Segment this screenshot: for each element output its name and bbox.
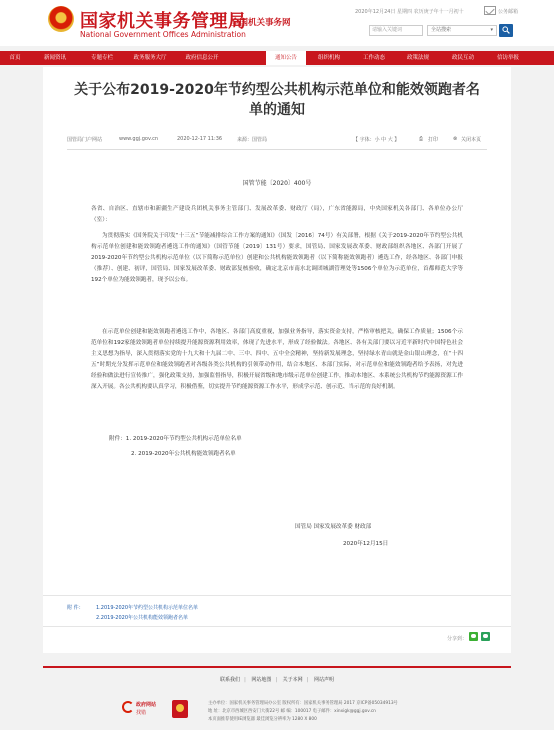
font-size-switcher[interactable]: 【 字体：小 中 大 】 bbox=[353, 137, 400, 143]
party-emblem-icon[interactable] bbox=[172, 700, 188, 718]
weibo-share-icon[interactable] bbox=[481, 632, 490, 641]
print-link[interactable]: 打印 bbox=[428, 137, 439, 143]
nav-item-disclosure[interactable]: 政府信息公开 bbox=[185, 55, 219, 61]
meta-url: www.ggj.gov.cn bbox=[119, 136, 159, 142]
print-icon[interactable]: ⎙ bbox=[419, 136, 424, 142]
footer-divider bbox=[43, 666, 511, 668]
gov-badge-icon bbox=[122, 701, 134, 713]
national-emblem-icon bbox=[48, 6, 74, 32]
site-header bbox=[0, 0, 554, 46]
meta-datetime: 2020-12-17 11:36 bbox=[177, 136, 223, 142]
nav-item-petition[interactable]: 信访举报 bbox=[496, 55, 519, 61]
attachment-line-1: 附件：1. 2019-2020年节约型公共机构示范单位名单 bbox=[109, 436, 242, 442]
footer-info-line-1: 主办单位：国家机关事务管理局办公室 版权所有：国家机关事务管理局 2017 京ICP备05034913号 bbox=[208, 701, 398, 706]
body-paragraph-2: 在示范单位创建和能效领跑者遴选工作中，各地区、各部门高度重视，加强业务指导，落实资金支持，严格审核把关，确保工作质量；1506个示范单位和192家能效领跑者单位持续提升能源资源利用效率，体现了先进水平，形成了经验做法。各地区、各有关部门要以习近平新时代中国特色社会主义思想为指导，深入贯彻落实党的十九大和十九届二中、三中、四中、五中全会精神，坚持新发展理念，坚持绿水青山就是金山银山理念，在“十四五”时期充分发挥示范单位和能效领跑者对各级各类公共机构的引领带动作用，结合本地区、本部门实际，对示范单位和能效领跑者给予表扬，对先进经验和做法进行宣传推广，强化政策支持，加强监督指导，积极开展省级和地市级示范单位创建工作，推动本地区、本系统公共机构节约能源资源工作深入开展。各公共机构要认真学习，积极借鉴，切实提升节约能源资源工作水平，形成学示范、创示范、当示范的良好机制。 bbox=[91, 329, 463, 390]
nav-item-policy[interactable]: 政策法规 bbox=[406, 55, 429, 61]
nav-item-home[interactable]: 首页 bbox=[9, 55, 21, 61]
nav-item-interaction[interactable]: 政民互动 bbox=[451, 55, 474, 61]
mail-icon[interactable] bbox=[484, 6, 496, 15]
article-panel bbox=[43, 67, 511, 653]
footer-link-sitemap[interactable]: 网站地图 bbox=[251, 677, 272, 683]
footer-separator: | bbox=[306, 677, 309, 683]
close-icon[interactable]: ⊗ bbox=[453, 136, 458, 142]
footer-link-contact[interactable]: 联系我们 bbox=[220, 677, 241, 683]
footer-info-line-2: 地 址：北京市西城区西安门大街22号 邮 编：100017 电子邮件：xinxigk@ggj.gov.cn bbox=[208, 709, 376, 714]
search-icon bbox=[502, 26, 510, 34]
close-page-link[interactable]: 关闭本页 bbox=[461, 137, 482, 143]
site-logo-cn[interactable]: 国家机关事务管理局 bbox=[80, 11, 247, 32]
footer-links bbox=[0, 676, 554, 683]
footer-separator: | bbox=[275, 677, 278, 683]
mail-link[interactable]: 公务邮箱 bbox=[498, 9, 519, 15]
article-meta bbox=[67, 136, 487, 146]
meta-site: 国管局门户网站 bbox=[67, 137, 103, 143]
site-subtitle: 全国机关事务网 bbox=[231, 18, 291, 28]
share-divider bbox=[43, 626, 511, 627]
share-label: 分享到： bbox=[447, 636, 468, 642]
footer-separator: | bbox=[244, 677, 246, 683]
attachment-line-2: 2. 2019-2020年公共机构能效领跑者名单 bbox=[131, 451, 236, 457]
footer-link-statement[interactable]: 网站声明 bbox=[313, 677, 334, 683]
gov-badge-title: 政府网站 bbox=[136, 702, 157, 708]
meta-divider bbox=[67, 149, 487, 150]
gov-badge-subtitle: 找错 bbox=[136, 710, 147, 716]
nav-item-work[interactable]: 工作动态 bbox=[362, 55, 385, 61]
addressee-paragraph: 各省、自治区、直辖市和新疆生产建设兵团机关事务主管部门、发展改革委、财政厅（局），广东省能源局，中央国家机关各部门、各单位办公厅（室）： bbox=[91, 206, 463, 223]
search-scope-select[interactable] bbox=[427, 25, 497, 36]
article-title: 关于公布2019-2020年节约型公共机构示范单位和能效领跑者名单的通知 bbox=[74, 82, 480, 118]
chevron-down-icon: ▾ bbox=[490, 27, 493, 33]
attachment-divider bbox=[43, 595, 511, 596]
meta-source: 来源：国管局 bbox=[237, 137, 268, 143]
footer-info-line-3: 本页面推荐使用IE浏览器 最佳浏览分辨率为 1280 X 800 bbox=[208, 717, 317, 722]
signing-authorities: 国管局 国家发展改革委 财政部 bbox=[295, 524, 372, 530]
nav-item-topics[interactable]: 专题专栏 bbox=[90, 55, 113, 61]
search-input[interactable]: 请输入关键词 bbox=[369, 25, 423, 36]
body-paragraph-1: 为贯彻落实《国务院关于印发“十三五”节能减排综合工作方案的通知》（国发〔2016〕74号）有关部署，根据《关于2019-2020年节约型公共机构示范单位创建和能效领跑者遴选工作的通知》（国管节能〔2019〕131号）要求，国管局、国家发展改革委、财政部组织各地区、各部门开展了2019-2020年节约型公共机构示范单位（以下简称示范单位）创建和公共机构能效领跑者（以下简称能效领跑者）遴选工作，经各地区、各部门申报（推荐）、创建、初评，国管局、国家发展改革委、财政部复核验收，确定北京市南水北调团城湖管理处等1506个单位为示范单位，首都师范大学等192个单位为能效领跑者，现予以公布。 bbox=[91, 233, 463, 283]
wechat-share-icon[interactable] bbox=[469, 632, 478, 641]
attachment-link-2[interactable]: 2.2019-2020年公共机构能效领跑者名单 bbox=[96, 615, 189, 621]
nav-item-organization[interactable]: 组织机构 bbox=[317, 55, 340, 61]
nav-item-services[interactable]: 政务服务大厅 bbox=[133, 55, 167, 61]
nav-item-notices[interactable]: 通知公告 bbox=[266, 51, 306, 65]
signing-date: 2020年12月15日 bbox=[343, 541, 389, 547]
gov-site-error-badge[interactable] bbox=[122, 699, 166, 719]
attachment-link-1[interactable]: 1.2019-2020年节约型公共机构示范单位名单 bbox=[96, 605, 199, 611]
search-scope-value: 全站搜索 bbox=[431, 27, 452, 33]
attachments-label: 附 件： bbox=[67, 605, 84, 611]
main-nav bbox=[0, 51, 554, 65]
search-button[interactable] bbox=[499, 24, 513, 37]
footer-link-about[interactable]: 关于本网 bbox=[282, 677, 303, 683]
header-date: 2020年12月24日 星期四 农历庚子年十一月初十 bbox=[355, 9, 464, 15]
document-number: 国管节能〔2020〕400号 bbox=[242, 180, 312, 187]
nav-item-news[interactable]: 新闻资讯 bbox=[43, 55, 66, 61]
site-logo-en: National Government Offices Administration bbox=[80, 30, 246, 39]
